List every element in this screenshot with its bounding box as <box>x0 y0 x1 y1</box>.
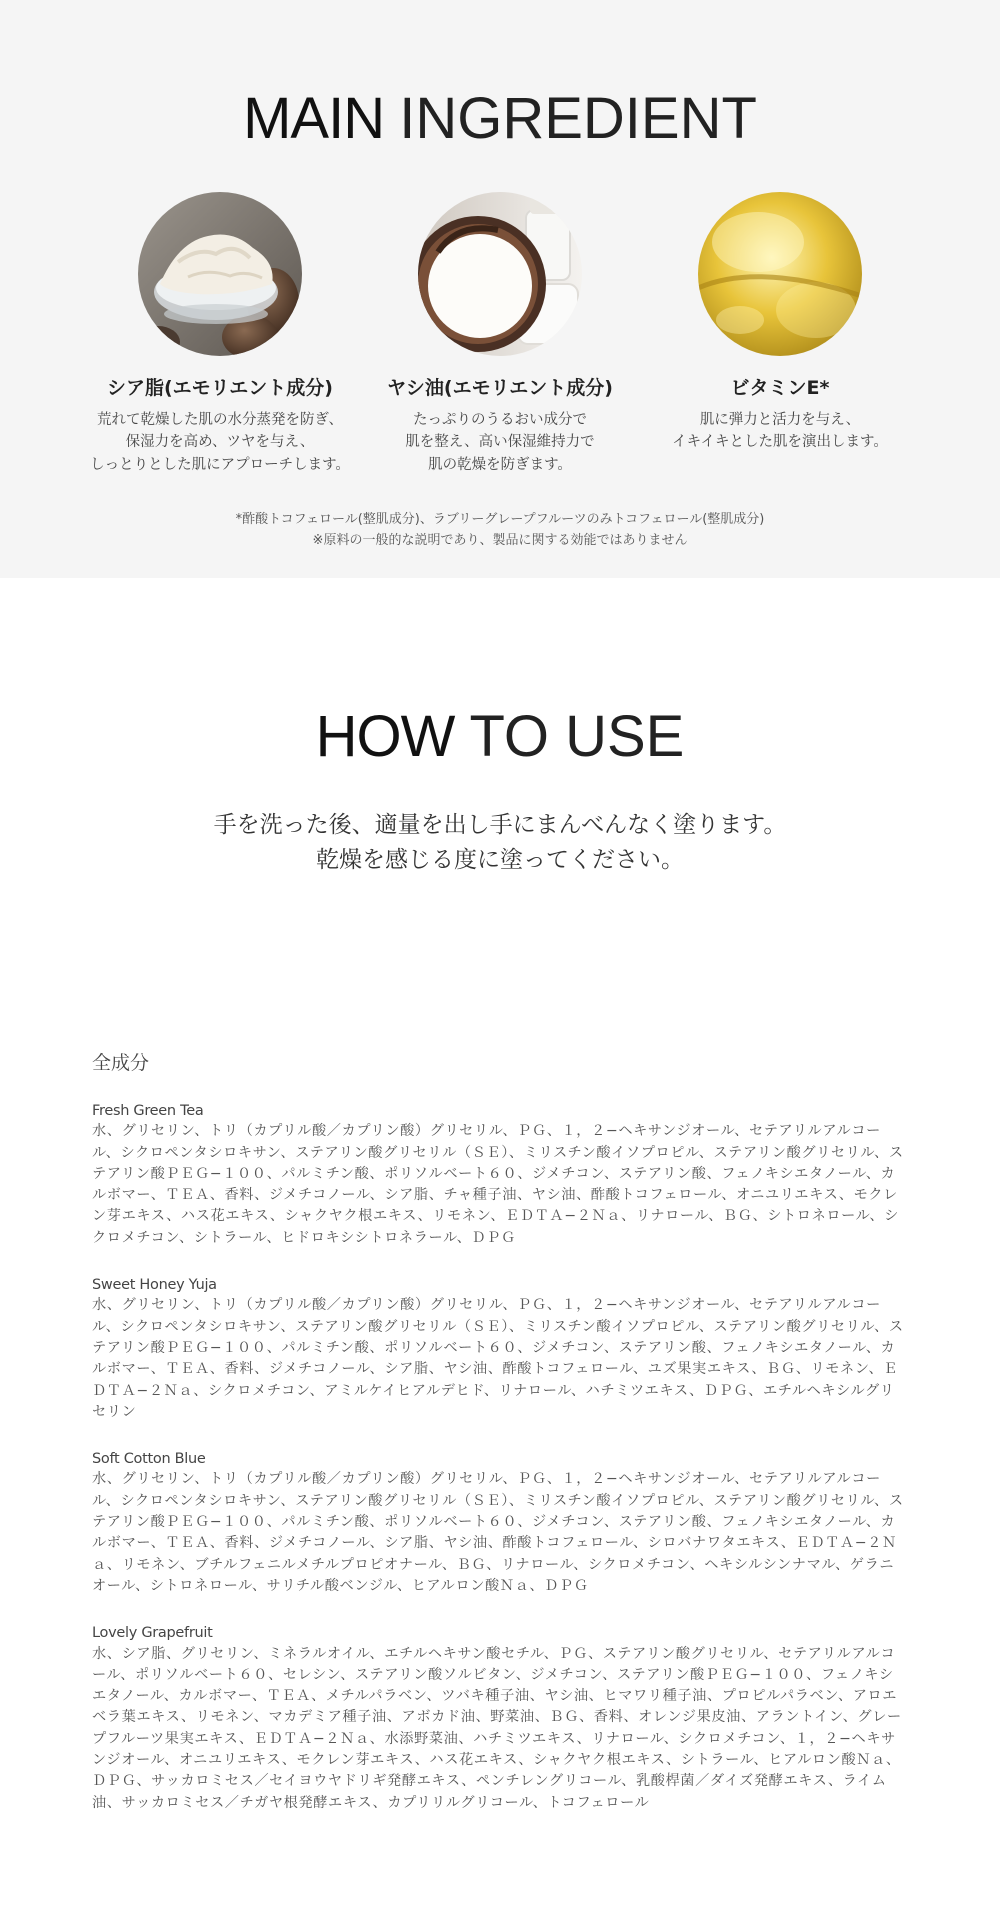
product-ingredient-list: 水、グリセリン、トリ（カプリル酸／カプリン酸）グリセリル、ＰＧ、１，２−ヘキサンジオール、セテアリルアルコール、シクロペンタシロキサン、ステアリン酸グリセリル（ＳＥ）、ミリスチン酸イソプロピル、ステアリン酸グリセリル、ステアリン酸ＰＥＧ−１００、パルミチン酸、ポリソルベート６０、ジメチコン、ステアリン酸、フェノキシエタノール、カルボマー、ＴＥＡ、香料、ジメチコノール、シア脂、ヤシ油、酢酸トコフェロール、シロバナワタエキス、ＥＤＴＡ−２Ｎａ、リモネン、ブチルフェニルメチルプロピオナール、ＢＧ、リナロール、シクロメチコン、ヘキシルシンナマル、ゲラニオール、シトロネロール、サリチル酸ベンジル、ヒアルロン酸Ｎａ、ＤＰＧ <box>92 1471 904 1594</box>
ingredient-name: ヤシ油(エモリエント成分) <box>387 377 613 399</box>
full-ingredients-heading: 全成分 <box>92 1052 150 1074</box>
product-name: Fresh Green Tea <box>92 1103 204 1119</box>
main-ingredient-section <box>0 0 1000 578</box>
vitamin-e-oil-image <box>698 192 862 356</box>
ingredient-item-vitamin-e <box>640 192 920 476</box>
product-ingredients-lovely-grapefruit <box>92 1623 908 1814</box>
title-light: TO USE <box>469 704 685 769</box>
product-name: Soft Cotton Blue <box>92 1451 206 1468</box>
product-name: Lovely Grapefruit <box>92 1625 213 1642</box>
product-ingredients-sweet-honey-yuja <box>92 1275 908 1423</box>
product-ingredient-list: 水、シア脂、グリセリン、ミネラルオイル、エチルヘキサン酸セチル、ＰＧ、ステアリン酸グリセリル、セテアリルアルコール、ポリソルベート６０、セレシン、ステアリン酸ソルビタン、ジメチコン、ステアリン酸ＰＥＧ−１００、フェノキシエタノール、カルボマー、ＴＥＡ、メチルパラベン、ツバキ種子油、ヤシ油、ヒマワリ種子油、プロピルパラベン、アロエベラ葉エキス、リモネン、マカデミア種子油、アボカド油、野菜油、ＢＧ、香料、オレンジ果皮油、アラントイン、グレープフルーツ果実エキス、ＥＤＴＡ−２Ｎａ、水添野菜油、ハチミツエキス、リナロール、シクロメチコン、１，２−ヘキサンジオール、オニユリエキス、モクレン芽エキス、ハス花エキス、シャクヤク根エキス、シトラール、ヒアルロン酸Ｎａ、ＤＰＧ、サッカロミセス／セイヨウヤドリギ発酵エキス、ペンチレングリコール、乳酸桿菌／ダイズ発酵エキス、ライム油、サッカロミセス／チガヤ根発酵エキス、カプリリルグリコール、トコフェロール <box>92 1645 902 1811</box>
product-ingredients-soft-cotton-blue <box>92 1449 908 1597</box>
product-ingredient-list: 水、グリセリン、トリ（カプリル酸／カプリン酸）グリセリル、ＰＧ、１，２−ヘキサンジオール、セテアリルアルコール、シクロペンタシロキサン、ステアリン酸グリセリル（ＳＥ）、ミリスチン酸イソプロピル、ステアリン酸グリセリル、ステアリン酸ＰＥＧ−１００、パルミチン酸、ポリソルベート６０、ジメチコン、ステアリン酸、フェノキシエタノール、カルボマー、ＴＥＡ、香料、ジメチコノール、シア脂、チャ種子油、ヤシ油、酢酸トコフェロール、オニユリエキス、モクレン芽エキス、ハス花エキス、シャクヤク根エキス、リモネン、ＥＤＴＡ−２Ｎａ、リナロール、ＢＧ、シトロネロール、シクロメチコン、シトラール、ヒドロキシシトロネラール、ＤＰＧ <box>92 1123 904 1246</box>
ingredient-description: たっぷりのうるおい成分で 肌を整え、高い保湿維持力で 肌の乾燥を防ぎます。 <box>405 411 595 473</box>
shea-butter-image <box>138 192 302 356</box>
ingredient-description: 荒れて乾燥した肌の水分蒸発を防ぎ、 保湿力を高め、ツヤを与え、 しっとりとした肌にアプローチします。 <box>90 411 350 473</box>
how-to-use-section <box>0 578 1000 998</box>
how-to-use-title <box>0 704 1000 769</box>
ingredient-item-coconut <box>360 192 640 476</box>
product-name: Sweet Honey Yuja <box>92 1277 217 1294</box>
full-ingredients-section <box>0 1048 1000 1814</box>
product-ingredients-fresh-green-tea <box>92 1101 908 1249</box>
how-to-use-text: 手を洗った後、適量を出し手にまんべんなく塗ります。 乾燥を感じる度に塗ってください。 <box>213 812 787 873</box>
ingredient-name: ビタミンE* <box>730 377 830 399</box>
product-ingredient-list: 水、グリセリン、トリ（カプリル酸／カプリン酸）グリセリル、ＰＧ、１，２−ヘキサンジオール、セテアリルアルコール、シクロペンタシロキサン、ステアリン酸グリセリル（ＳＥ）、ミリスチン酸イソプロピル、ステアリン酸グリセリル、ステアリン酸ＰＥＧ−１００、パルミチン酸、ポリソルベート６０、ジメチコン、ステアリン酸、フェノキシエタノール、カルボマー、ＴＥＡ、香料、ジメチコノール、シア脂、ヤシ油、酢酸トコフェロール、ユズ果実エキス、ＢＧ、リモネン、ＥＤＴＡ−２Ｎａ、シクロメチコン、アミルケイヒアルデヒド、リナロール、ハチミツエキス、ＤＰＧ、エチルヘキシルグリセリン <box>92 1297 904 1420</box>
ingredient-footnote: *酢酸トコフェロール(整肌成分)、ラブリーグレープフルーツのみトコフェロール(整肌成分) ※原料の一般的な説明であり、製品に関する効能ではありません <box>235 512 765 548</box>
title-bold: HOW <box>315 704 455 769</box>
ingredient-list <box>80 192 920 476</box>
main-ingredient-title <box>0 86 1000 151</box>
ingredient-name: シア脂(エモリエント成分) <box>107 377 333 399</box>
coconut-image <box>418 192 582 356</box>
ingredient-description: 肌に弾力と活力を与え、 イキイキとした肌を演出します。 <box>672 411 888 451</box>
ingredient-item-shea <box>80 192 360 476</box>
title-light: INGREDIENT <box>399 86 757 151</box>
title-bold: MAIN <box>243 86 385 151</box>
